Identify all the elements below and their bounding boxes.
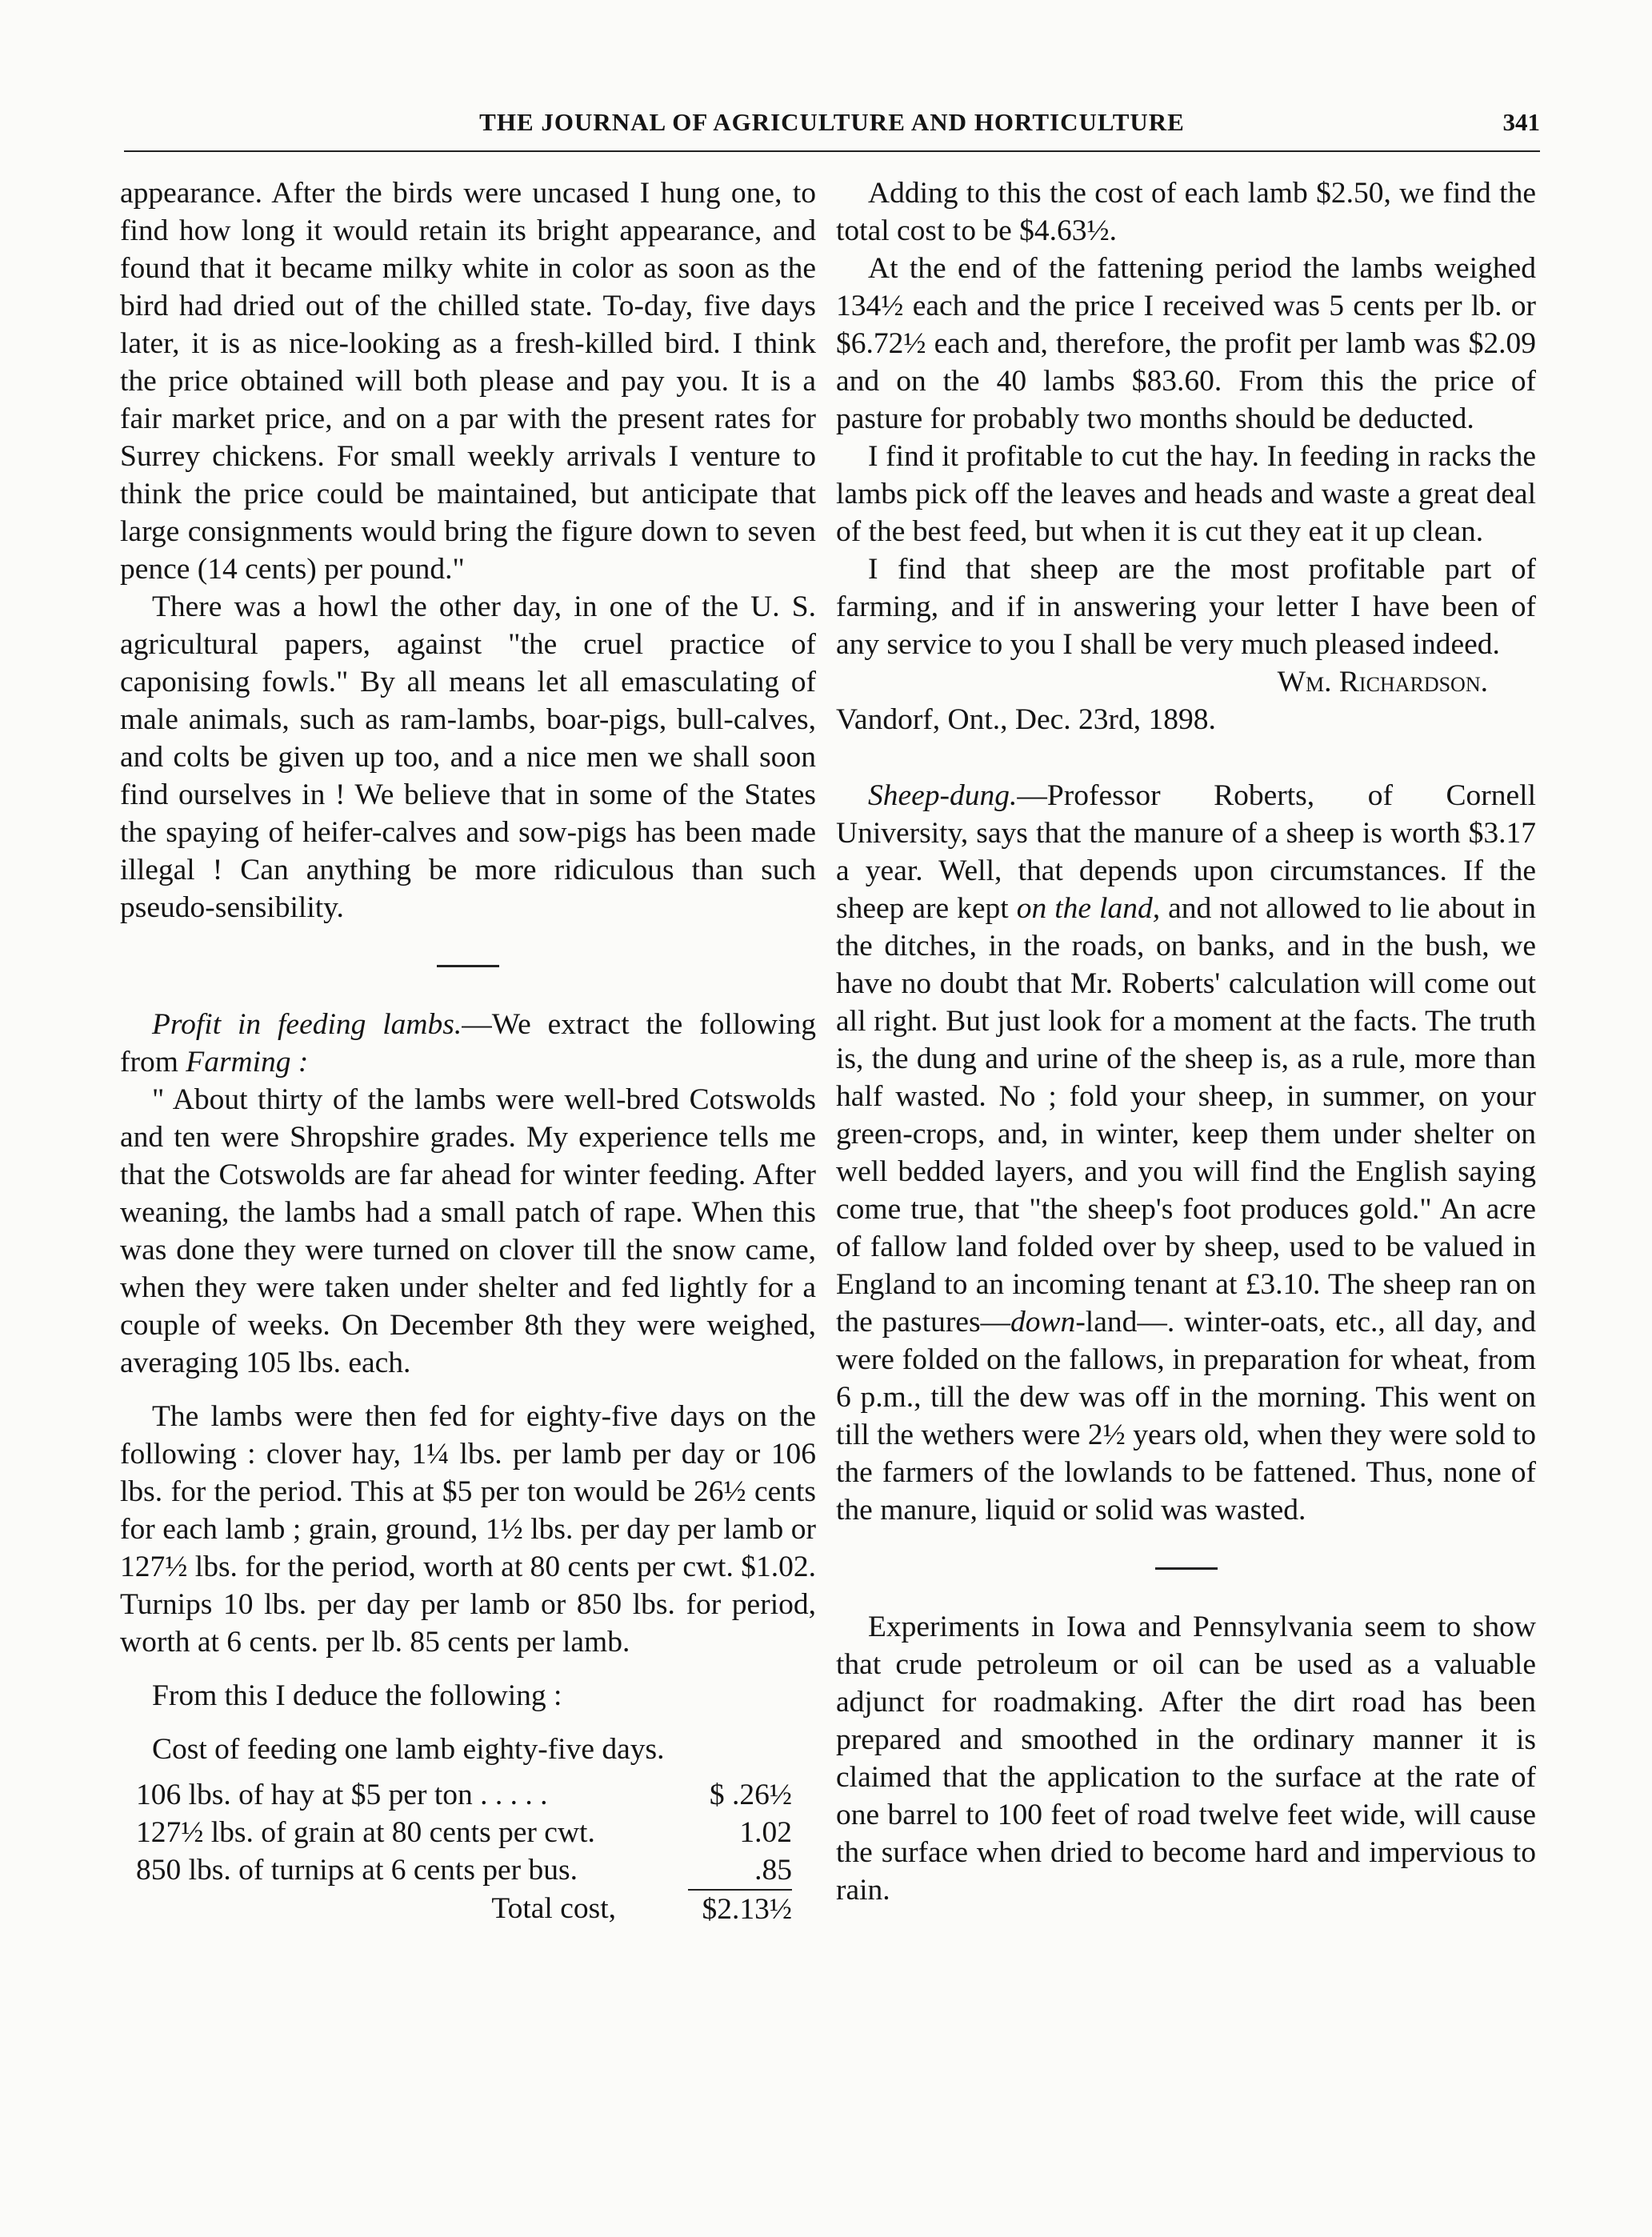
text-run: -land—. winter-oats, etc., all day, and were folded on the fallows, in preparation for wheat, from 6 p.m., till the dew was off in the morning. This went on till the wethers were 2½ years old, when they were sold to the farmers of the lowlands to be fattened. Thus, none of the manure, liquid or solid was wasted. (836, 1306, 1536, 1527)
total-amount: $2.13½ (688, 1890, 792, 1928)
total-label: Total cost, (491, 1892, 616, 1925)
table-row (136, 1814, 792, 1851)
paragraph: The lambs were then fed for eighty-five days on the following : clover hay, 1¼ lbs. per lamb per day or 106 lbs. for the period. This at $5 per ton would be 26½ cents for each lamb ; grain, ground, 1½ lbs. per day per lamb or 127½ lbs. for the period, worth at 80 cents per cwt. $1.02. Turnips 10 lbs. per day per lamb or 850 lbs. for period, worth at 6 cents. per lb. 85 cents per lamb. (120, 1400, 816, 1659)
running-header (124, 108, 1540, 140)
paragraph: I find it profitable to cut the hay. In feeding in racks the lambs pick off the leaves and heads and waste a great deal of the best feed, but when it is cut they eat it up clean. (836, 440, 1536, 548)
table-row (136, 1851, 792, 1890)
text-run: —Professor Roberts, of Cornell University, says that the manure of a sheep is worth $3.17 a year. Well, that depends upon circumstances. If the sheep are kept (836, 779, 1536, 925)
cost-item: 850 lbs. of turnips at 6 cents per bus. (136, 1854, 578, 1887)
section-divider (1155, 1567, 1218, 1570)
cost-amount: $ .26½ (709, 1779, 792, 1811)
cost-item: 127½ lbs. of grain at 80 cents per cwt. (136, 1816, 595, 1849)
cost-item: 106 lbs. of hay at $5 per ton . . . . . (136, 1779, 548, 1811)
section-heading: Profit in feeding lambs. (152, 1008, 462, 1041)
section-heading: Sheep-dung. (868, 779, 1018, 812)
right-column (836, 174, 1536, 1909)
paragraph: There was a howl the other day, in one of the U. S. agricultural papers, against "the cruel practice of caponising fowls." By all means let all emasculating of male animals, such as ram-lambs, boar-pigs, bull-calves, and colts be given up too, and a nice men we shall soon find ourselves in ! We believe that in some of the States the spaying of heifer-calves and sow-pigs has been made illegal ! Can anything be more ridiculous than such pseudo-sensibility. (120, 590, 816, 924)
signature: Wm. Richardson. (1277, 666, 1488, 698)
paragraph (836, 777, 1536, 1529)
emphasis: down (1010, 1306, 1076, 1339)
paragraph: I find that sheep are the most profitable part of farming, and if in answering your letter I have been of any service to you I shall be very much pleased indeed. (836, 553, 1536, 661)
journal-title: THE JOURNAL OF AGRICULTURE AND HORTICULTURE (479, 108, 1185, 136)
paragraph: Adding to this the cost of each lamb $2.50, we find the total cost to be $4.63½. (836, 177, 1536, 247)
text-run: and not allowed to lie about in the ditches, in the roads, on banks, and in the bush, we have no doubt that Mr. Roberts' calculation will come out all right. But just look for a moment at the facts. The truth is, the dung and urine of the sheep is, as a rule, more than half wasted. No ; fold your sheep, in summer, on your green-crops, and, in winter, keep them under shelter on well bedded layers, and you will find the English saying come true, that "the sheep's foot produces gold." An acre of fallow land folded over by sheep, used to be valued in England to an incoming tenant at £3.10. The sheep ran on the pastures— (836, 892, 1536, 1339)
section-divider (437, 965, 499, 967)
cost-amount: .85 (754, 1854, 792, 1887)
left-column (120, 174, 816, 1928)
paragraph: From this I deduce the following : (152, 1679, 562, 1712)
cost-amount: 1.02 (739, 1816, 792, 1849)
paragraph: " About thirty of the lambs were well-bred Cotswolds and ten were Shropshire grades. My experience tells me that the Cotswolds are far ahead for winter feeding. After weaning, the lambs had a small patch of rape. When this was done they were turned on clover till the snow came, when they were taken under shelter and fed lightly for a couple of weeks. On December 8th they were weighed, averaging 105 lbs. each. (120, 1083, 816, 1379)
paragraph: Experiments in Iowa and Pennsylvania seem to show that crude petroleum or oil can be used as a valuable adjunct for roadmaking. After the dirt road has been prepared and smoothed in the ordinary manner it is claimed that the application to the surface at the rate of one barrel to 100 feet of road twelve feet wide, will cause the surface when dried to become hard and impervious to rain. (836, 1611, 1536, 1907)
emphasis: on the land, (1016, 892, 1161, 925)
total-row (136, 1890, 792, 1928)
paragraph: appearance. After the birds were uncased I hung one, to find how long it would retain its bright appearance, and found that it became milky white in color as soon as the bird had dried out of the chilled state. To-day, five days later, it is as nice-looking as a fresh-killed bird. I think the price obtained will both please and pay you. It is a fair market price, and on a par with the present rates for Surrey chickens. For small weekly arrivals I venture to think the price could be maintained, but anticipate that large consignments would bring the figure down to seven pence (14 cents) per pound." (120, 177, 816, 586)
cost-table (136, 1776, 792, 1928)
paragraph (120, 1006, 816, 1081)
page-number: 341 (1502, 108, 1540, 136)
dateline: Vandorf, Ont., Dec. 23rd, 1898. (836, 703, 1216, 736)
paragraph: Cost of feeding one lamb eighty-five days. (152, 1733, 665, 1766)
paragraph: At the end of the fattening period the lambs weighed 134½ each and the price I received was 5 cents per lb. or $6.72½ each and, therefore, the profit per lamb was $2.09 and on the 40 lambs $83.60. From this the price of pasture for probably two months should be deducted. (836, 252, 1536, 435)
header-rule (124, 150, 1540, 152)
text-run: —We extract the following from (120, 1008, 816, 1078)
table-row (136, 1776, 792, 1814)
source-title: Farming : (186, 1046, 309, 1078)
